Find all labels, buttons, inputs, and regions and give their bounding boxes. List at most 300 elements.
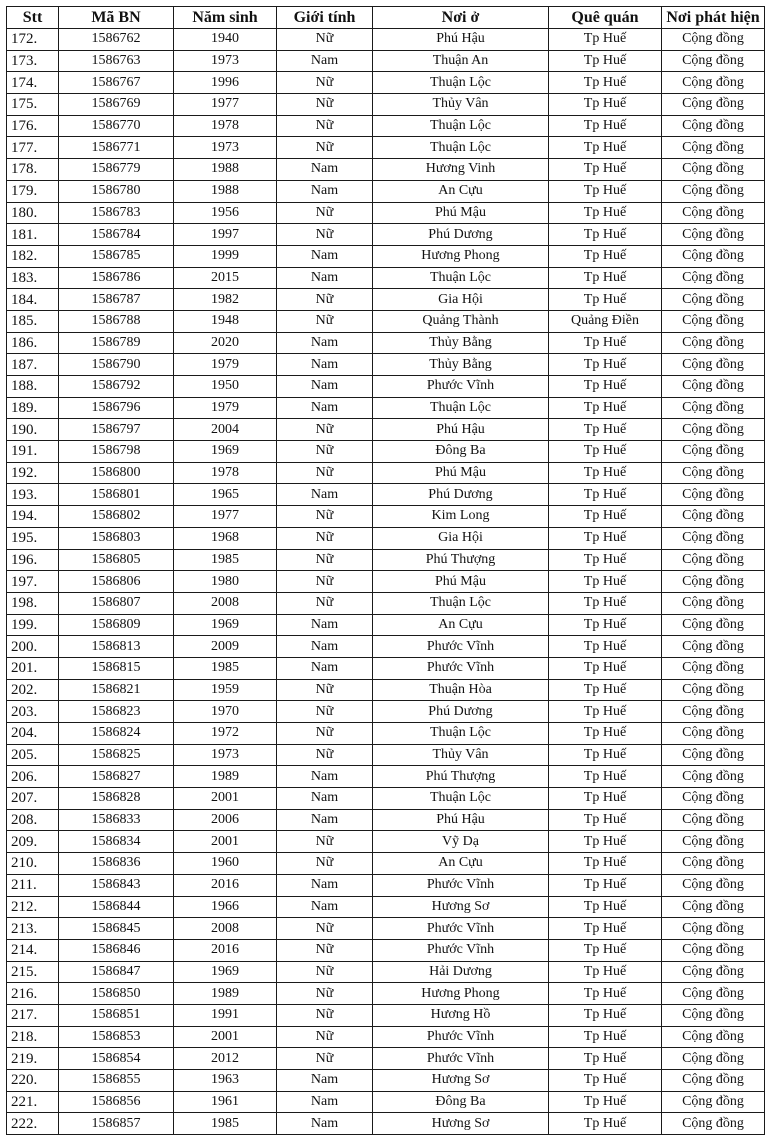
cell-stt: 200. <box>7 636 59 658</box>
cell-patient-id: 1586769 <box>59 94 174 116</box>
cell-stt: 196. <box>7 549 59 571</box>
table-row <box>7 72 765 94</box>
cell-birth-year: 1973 <box>174 744 277 766</box>
cell-stt: 173. <box>7 50 59 72</box>
cell-birth-year: 2016 <box>174 874 277 896</box>
cell-stt: 182. <box>7 245 59 267</box>
table-row <box>7 484 765 506</box>
cell-hometown: Tp Huế <box>549 441 662 463</box>
cell-birth-year: 1989 <box>174 766 277 788</box>
cell-residence: Phú Thượng <box>373 766 549 788</box>
cell-residence: Thuận Lộc <box>373 592 549 614</box>
cell-patient-id: 1586850 <box>59 983 174 1005</box>
cell-stt: 211. <box>7 874 59 896</box>
cell-detected-at: Cộng đồng <box>662 354 765 376</box>
cell-birth-year: 1940 <box>174 29 277 51</box>
cell-detected-at: Cộng đồng <box>662 1048 765 1070</box>
cell-residence: Đông Ba <box>373 1091 549 1113</box>
cell-birth-year: 2020 <box>174 332 277 354</box>
cell-residence: Gia Hội <box>373 527 549 549</box>
cell-residence: Phú Hậu <box>373 809 549 831</box>
table-row <box>7 332 765 354</box>
cell-residence: Thuận Lộc <box>373 72 549 94</box>
cell-hometown: Tp Huế <box>549 462 662 484</box>
cell-gender: Nữ <box>277 310 373 332</box>
table-row <box>7 310 765 332</box>
table-row <box>7 419 765 441</box>
cell-hometown: Tp Huế <box>549 657 662 679</box>
cell-stt: 175. <box>7 94 59 116</box>
cell-birth-year: 1973 <box>174 50 277 72</box>
cell-detected-at: Cộng đồng <box>662 571 765 593</box>
cell-detected-at: Cộng đồng <box>662 1091 765 1113</box>
cell-stt: 189. <box>7 397 59 419</box>
cell-stt: 220. <box>7 1070 59 1092</box>
cell-birth-year: 1956 <box>174 202 277 224</box>
cell-residence: Phú Hậu <box>373 419 549 441</box>
cell-birth-year: 1973 <box>174 137 277 159</box>
cell-hometown: Tp Huế <box>549 289 662 311</box>
cell-residence: Quảng Thành <box>373 310 549 332</box>
cell-gender: Nữ <box>277 961 373 983</box>
table-row <box>7 289 765 311</box>
cell-detected-at: Cộng đồng <box>662 202 765 224</box>
cell-hometown: Tp Huế <box>549 701 662 723</box>
cell-gender: Nam <box>277 1091 373 1113</box>
table-row <box>7 94 765 116</box>
cell-residence: Vỹ Dạ <box>373 831 549 853</box>
cell-birth-year: 1968 <box>174 527 277 549</box>
cell-birth-year: 1979 <box>174 354 277 376</box>
cell-patient-id: 1586762 <box>59 29 174 51</box>
table-row <box>7 441 765 463</box>
cell-patient-id: 1586843 <box>59 874 174 896</box>
cell-residence: Hương Hồ <box>373 1004 549 1026</box>
cell-residence: Phú Mậu <box>373 571 549 593</box>
cell-gender: Nữ <box>277 1048 373 1070</box>
header-row <box>7 7 765 29</box>
cell-gender: Nữ <box>277 679 373 701</box>
cell-patient-id: 1586847 <box>59 961 174 983</box>
cell-gender: Nữ <box>277 549 373 571</box>
cell-birth-year: 2016 <box>174 939 277 961</box>
cell-birth-year: 1978 <box>174 462 277 484</box>
cell-hometown: Tp Huế <box>549 592 662 614</box>
cell-stt: 207. <box>7 788 59 810</box>
cell-birth-year: 2001 <box>174 831 277 853</box>
cell-detected-at: Cộng đồng <box>662 853 765 875</box>
cell-patient-id: 1586809 <box>59 614 174 636</box>
cell-birth-year: 2015 <box>174 267 277 289</box>
table-row <box>7 766 765 788</box>
cell-gender: Nữ <box>277 506 373 528</box>
cell-patient-id: 1586801 <box>59 484 174 506</box>
cell-residence: Phước Vĩnh <box>373 376 549 398</box>
cell-patient-id: 1586846 <box>59 939 174 961</box>
cell-stt: 192. <box>7 462 59 484</box>
cell-birth-year: 1977 <box>174 94 277 116</box>
cell-birth-year: 1996 <box>174 72 277 94</box>
cell-patient-id: 1586797 <box>59 419 174 441</box>
cell-birth-year: 1972 <box>174 723 277 745</box>
table-body <box>7 29 765 1135</box>
cell-birth-year: 1999 <box>174 245 277 267</box>
cell-gender: Nam <box>277 809 373 831</box>
cell-stt: 184. <box>7 289 59 311</box>
cell-gender: Nữ <box>277 983 373 1005</box>
cell-patient-id: 1586828 <box>59 788 174 810</box>
cell-birth-year: 1988 <box>174 180 277 202</box>
cell-stt: 198. <box>7 592 59 614</box>
cell-gender: Nữ <box>277 94 373 116</box>
cell-patient-id: 1586786 <box>59 267 174 289</box>
cell-gender: Nữ <box>277 202 373 224</box>
cell-stt: 197. <box>7 571 59 593</box>
cell-birth-year: 2006 <box>174 809 277 831</box>
cell-hometown: Tp Huế <box>549 766 662 788</box>
cell-patient-id: 1586836 <box>59 853 174 875</box>
cell-hometown: Tp Huế <box>549 961 662 983</box>
cell-patient-id: 1586780 <box>59 180 174 202</box>
cell-birth-year: 1969 <box>174 961 277 983</box>
cell-detected-at: Cộng đồng <box>662 961 765 983</box>
cell-detected-at: Cộng đồng <box>662 788 765 810</box>
patient-table <box>6 6 765 1135</box>
table-row <box>7 918 765 940</box>
table-row <box>7 701 765 723</box>
cell-gender: Nam <box>277 788 373 810</box>
cell-birth-year: 1985 <box>174 549 277 571</box>
cell-birth-year: 1985 <box>174 657 277 679</box>
cell-patient-id: 1586779 <box>59 159 174 181</box>
cell-stt: 191. <box>7 441 59 463</box>
cell-hometown: Tp Huế <box>549 809 662 831</box>
cell-residence: Thủy Bằng <box>373 332 549 354</box>
cell-detected-at: Cộng đồng <box>662 245 765 267</box>
cell-hometown: Tp Huế <box>549 549 662 571</box>
cell-stt: 178. <box>7 159 59 181</box>
cell-gender: Nữ <box>277 72 373 94</box>
cell-patient-id: 1586823 <box>59 701 174 723</box>
cell-hometown: Tp Huế <box>549 983 662 1005</box>
cell-stt: 218. <box>7 1026 59 1048</box>
cell-gender: Nữ <box>277 1026 373 1048</box>
cell-hometown: Tp Huế <box>549 267 662 289</box>
cell-stt: 176. <box>7 115 59 137</box>
cell-residence: Phước Vĩnh <box>373 636 549 658</box>
cell-patient-id: 1586763 <box>59 50 174 72</box>
cell-detected-at: Cộng đồng <box>662 679 765 701</box>
cell-residence: Thủy Bằng <box>373 354 549 376</box>
cell-detected-at: Cộng đồng <box>662 874 765 896</box>
cell-hometown: Tp Huế <box>549 506 662 528</box>
cell-stt: 202. <box>7 679 59 701</box>
table-row <box>7 1048 765 1070</box>
cell-detected-at: Cộng đồng <box>662 484 765 506</box>
cell-birth-year: 1978 <box>174 115 277 137</box>
cell-birth-year: 1950 <box>174 376 277 398</box>
cell-birth-year: 2001 <box>174 788 277 810</box>
cell-residence: Thủy Vân <box>373 744 549 766</box>
cell-gender: Nam <box>277 1070 373 1092</box>
cell-patient-id: 1586815 <box>59 657 174 679</box>
cell-patient-id: 1586834 <box>59 831 174 853</box>
cell-gender: Nam <box>277 896 373 918</box>
table-row <box>7 159 765 181</box>
cell-gender: Nam <box>277 397 373 419</box>
cell-stt: 194. <box>7 506 59 528</box>
table-row <box>7 224 765 246</box>
cell-detected-at: Cộng đồng <box>662 766 765 788</box>
cell-stt: 206. <box>7 766 59 788</box>
table-row <box>7 744 765 766</box>
cell-stt: 208. <box>7 809 59 831</box>
cell-stt: 181. <box>7 224 59 246</box>
cell-stt: 203. <box>7 701 59 723</box>
cell-patient-id: 1586792 <box>59 376 174 398</box>
cell-hometown: Tp Huế <box>549 1070 662 1092</box>
cell-hometown: Tp Huế <box>549 29 662 51</box>
cell-patient-id: 1586854 <box>59 1048 174 1070</box>
cell-hometown: Tp Huế <box>549 115 662 137</box>
cell-gender: Nữ <box>277 831 373 853</box>
table-row <box>7 896 765 918</box>
cell-birth-year: 1988 <box>174 159 277 181</box>
table-row <box>7 397 765 419</box>
cell-hometown: Tp Huế <box>549 137 662 159</box>
cell-patient-id: 1586788 <box>59 310 174 332</box>
cell-detected-at: Cộng đồng <box>662 983 765 1005</box>
header-birth-year: Năm sinh <box>174 7 277 29</box>
cell-birth-year: 1969 <box>174 441 277 463</box>
cell-residence: Phú Thượng <box>373 549 549 571</box>
header-detected-at: Nơi phát hiện <box>662 7 765 29</box>
cell-gender: Nam <box>277 376 373 398</box>
header-residence: Nơi ở <box>373 7 549 29</box>
cell-gender: Nam <box>277 484 373 506</box>
cell-hometown: Tp Huế <box>549 376 662 398</box>
cell-birth-year: 1963 <box>174 1070 277 1092</box>
cell-patient-id: 1586813 <box>59 636 174 658</box>
table-row <box>7 723 765 745</box>
cell-residence: Hương Sơ <box>373 896 549 918</box>
cell-gender: Nam <box>277 267 373 289</box>
cell-stt: 216. <box>7 983 59 1005</box>
cell-gender: Nữ <box>277 853 373 875</box>
cell-gender: Nam <box>277 874 373 896</box>
cell-detected-at: Cộng đồng <box>662 549 765 571</box>
header-hometown: Quê quán <box>549 7 662 29</box>
cell-hometown: Tp Huế <box>549 159 662 181</box>
cell-birth-year: 1997 <box>174 224 277 246</box>
cell-birth-year: 1979 <box>174 397 277 419</box>
cell-gender: Nữ <box>277 419 373 441</box>
cell-detected-at: Cộng đồng <box>662 50 765 72</box>
cell-birth-year: 1980 <box>174 571 277 593</box>
cell-stt: 222. <box>7 1113 59 1135</box>
cell-residence: Thủy Vân <box>373 94 549 116</box>
cell-birth-year: 1965 <box>174 484 277 506</box>
cell-hometown: Tp Huế <box>549 354 662 376</box>
table-row <box>7 1070 765 1092</box>
cell-detected-at: Cộng đồng <box>662 657 765 679</box>
header-stt: Stt <box>7 7 59 29</box>
cell-residence: Phước Vĩnh <box>373 657 549 679</box>
cell-stt: 215. <box>7 961 59 983</box>
cell-detected-at: Cộng đồng <box>662 918 765 940</box>
table-row <box>7 788 765 810</box>
cell-detected-at: Cộng đồng <box>662 29 765 51</box>
cell-detected-at: Cộng đồng <box>662 744 765 766</box>
cell-detected-at: Cộng đồng <box>662 592 765 614</box>
table-row <box>7 245 765 267</box>
cell-detected-at: Cộng đồng <box>662 896 765 918</box>
table-row <box>7 202 765 224</box>
cell-residence: Hương Vinh <box>373 159 549 181</box>
cell-hometown: Tp Huế <box>549 723 662 745</box>
cell-patient-id: 1586806 <box>59 571 174 593</box>
cell-hometown: Tp Huế <box>549 72 662 94</box>
cell-detected-at: Cộng đồng <box>662 137 765 159</box>
cell-residence: Thuận Hòa <box>373 679 549 701</box>
table-row <box>7 592 765 614</box>
cell-residence: Đông Ba <box>373 441 549 463</box>
cell-detected-at: Cộng đồng <box>662 1004 765 1026</box>
table-row <box>7 961 765 983</box>
cell-stt: 213. <box>7 918 59 940</box>
cell-residence: Phú Hậu <box>373 29 549 51</box>
cell-gender: Nam <box>277 332 373 354</box>
table-row <box>7 636 765 658</box>
cell-birth-year: 1977 <box>174 506 277 528</box>
cell-detected-at: Cộng đồng <box>662 332 765 354</box>
cell-hometown: Tp Huế <box>549 484 662 506</box>
cell-hometown: Tp Huế <box>549 831 662 853</box>
table-row <box>7 115 765 137</box>
cell-patient-id: 1586787 <box>59 289 174 311</box>
cell-hometown: Tp Huế <box>549 1048 662 1070</box>
cell-gender: Nữ <box>277 462 373 484</box>
cell-birth-year: 2008 <box>174 918 277 940</box>
table-row <box>7 831 765 853</box>
cell-birth-year: 1948 <box>174 310 277 332</box>
table-row <box>7 1113 765 1135</box>
cell-detected-at: Cộng đồng <box>662 180 765 202</box>
cell-detected-at: Cộng đồng <box>662 397 765 419</box>
cell-detected-at: Cộng đồng <box>662 289 765 311</box>
table-row <box>7 462 765 484</box>
cell-gender: Nam <box>277 354 373 376</box>
table-row <box>7 354 765 376</box>
cell-detected-at: Cộng đồng <box>662 701 765 723</box>
cell-residence: Phú Mậu <box>373 202 549 224</box>
cell-gender: Nam <box>277 50 373 72</box>
header-patient-id: Mã BN <box>59 7 174 29</box>
cell-gender: Nam <box>277 159 373 181</box>
table-row <box>7 809 765 831</box>
cell-birth-year: 2008 <box>174 592 277 614</box>
cell-gender: Nam <box>277 657 373 679</box>
cell-birth-year: 2009 <box>174 636 277 658</box>
cell-hometown: Tp Huế <box>549 50 662 72</box>
table-row <box>7 29 765 51</box>
cell-stt: 187. <box>7 354 59 376</box>
cell-detected-at: Cộng đồng <box>662 224 765 246</box>
cell-patient-id: 1586807 <box>59 592 174 614</box>
cell-residence: Phước Vĩnh <box>373 874 549 896</box>
cell-residence: Phước Vĩnh <box>373 918 549 940</box>
cell-gender: Nữ <box>277 592 373 614</box>
table-row <box>7 1091 765 1113</box>
cell-residence: Phước Vĩnh <box>373 939 549 961</box>
cell-stt: 180. <box>7 202 59 224</box>
table-row <box>7 376 765 398</box>
cell-patient-id: 1586853 <box>59 1026 174 1048</box>
cell-stt: 210. <box>7 853 59 875</box>
cell-birth-year: 1989 <box>174 983 277 1005</box>
cell-hometown: Tp Huế <box>549 918 662 940</box>
cell-hometown: Tp Huế <box>549 1026 662 1048</box>
table-row <box>7 1004 765 1026</box>
cell-hometown: Tp Huế <box>549 744 662 766</box>
cell-stt: 183. <box>7 267 59 289</box>
cell-patient-id: 1586783 <box>59 202 174 224</box>
table-row <box>7 571 765 593</box>
cell-hometown: Tp Huế <box>549 896 662 918</box>
cell-hometown: Tp Huế <box>549 180 662 202</box>
cell-patient-id: 1586802 <box>59 506 174 528</box>
cell-birth-year: 1960 <box>174 853 277 875</box>
table-row <box>7 549 765 571</box>
cell-detected-at: Cộng đồng <box>662 310 765 332</box>
cell-residence: Phú Mậu <box>373 462 549 484</box>
table-row <box>7 853 765 875</box>
cell-gender: Nam <box>277 180 373 202</box>
cell-hometown: Tp Huế <box>549 788 662 810</box>
cell-stt: 209. <box>7 831 59 853</box>
cell-hometown: Tp Huế <box>549 202 662 224</box>
cell-detected-at: Cộng đồng <box>662 1113 765 1135</box>
cell-birth-year: 1959 <box>174 679 277 701</box>
cell-stt: 221. <box>7 1091 59 1113</box>
cell-gender: Nữ <box>277 29 373 51</box>
table-header <box>7 7 765 29</box>
table-row <box>7 1026 765 1048</box>
cell-stt: 174. <box>7 72 59 94</box>
cell-detected-at: Cộng đồng <box>662 723 765 745</box>
cell-residence: Hương Phong <box>373 245 549 267</box>
cell-patient-id: 1586827 <box>59 766 174 788</box>
cell-birth-year: 1970 <box>174 701 277 723</box>
cell-residence: Hương Sơ <box>373 1070 549 1092</box>
cell-hometown: Tp Huế <box>549 853 662 875</box>
cell-residence: Thuận Lộc <box>373 788 549 810</box>
cell-detected-at: Cộng đồng <box>662 72 765 94</box>
cell-birth-year: 1969 <box>174 614 277 636</box>
table-row <box>7 527 765 549</box>
cell-patient-id: 1586784 <box>59 224 174 246</box>
cell-patient-id: 1586855 <box>59 1070 174 1092</box>
cell-gender: Nữ <box>277 939 373 961</box>
cell-hometown: Tp Huế <box>549 245 662 267</box>
cell-patient-id: 1586857 <box>59 1113 174 1135</box>
cell-gender: Nam <box>277 636 373 658</box>
cell-residence: An Cựu <box>373 853 549 875</box>
cell-hometown: Tp Huế <box>549 636 662 658</box>
cell-hometown: Tp Huế <box>549 939 662 961</box>
table-row <box>7 657 765 679</box>
cell-stt: 201. <box>7 657 59 679</box>
